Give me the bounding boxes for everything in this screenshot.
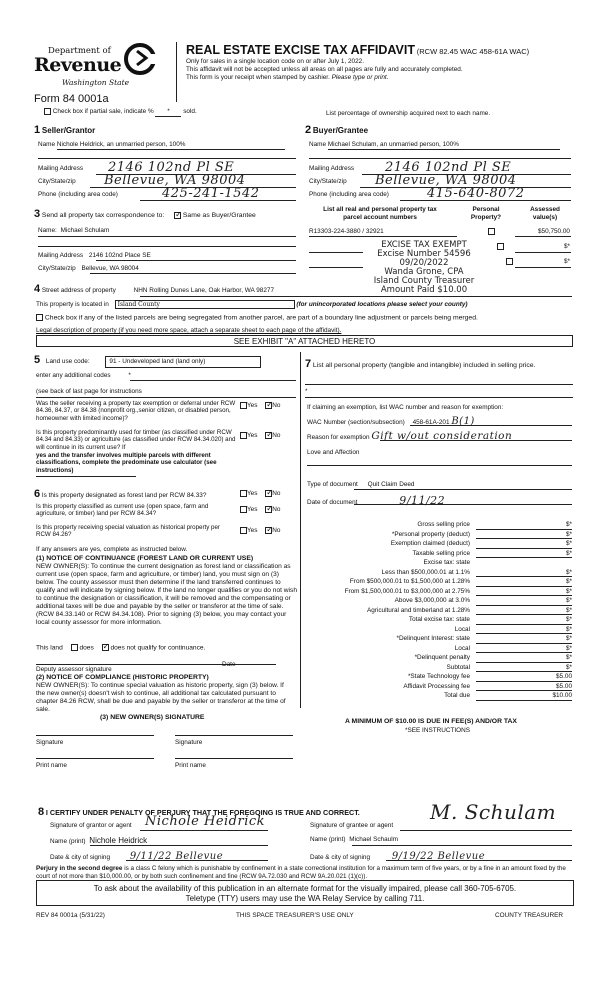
sec3-city[interactable]: Bellevue, WA 98004	[81, 265, 139, 272]
doc-date-value[interactable]: 9/11/22	[399, 494, 446, 507]
partial-sale-row	[44, 108, 197, 117]
form-title	[186, 43, 529, 58]
list-pct-note: List percentage of ownership acquired next to each name.	[326, 110, 491, 117]
sec6-q1-no-label: No	[272, 490, 281, 498]
buyer-name[interactable]: Michael Schulam, an unmarried person, 100%	[328, 141, 560, 150]
wac-row	[307, 416, 475, 428]
q1-yes-checkbox[interactable]	[240, 402, 247, 409]
buyer-phone-label: Phone (including area code)	[309, 191, 389, 198]
stamp-line5: Island County Treasurer	[373, 275, 475, 286]
stamp-line6: Amount Paid $10.00	[380, 284, 468, 295]
tax-row-label: From $500,000.01 to $1,500,000 at 1.28%	[349, 578, 470, 585]
county-treasurer: COUNTY TREASURER	[495, 912, 563, 919]
tax-row-label: Total due	[444, 692, 470, 699]
assessed-value-3[interactable]: $*	[563, 258, 570, 265]
sec6-q3-no-label: No	[272, 527, 281, 535]
q2-yes-label: Yes	[247, 432, 258, 440]
grantor-date-row	[50, 851, 223, 863]
street-address[interactable]: NHN Rolling Dunes Lane, Oak Harbor, WA 98277	[133, 287, 275, 294]
sec3-name-label: Name:	[38, 227, 57, 234]
sec3-title: Send all property tax correspondence to:	[41, 212, 165, 219]
alt-format-text: To ask about the availability of this publication in an alternate format for the visually impaired, please call 360-705-6705. Teletype (TTY) users may use the WA Relay Service by calling 711.	[93, 884, 517, 903]
dept-label: Department of	[48, 46, 111, 56]
deputy-date-label: Date	[222, 661, 236, 668]
grantor-signature[interactable]: Nichole Heidrick	[145, 814, 266, 829]
buyer-phone[interactable]: 415-640-8072	[427, 186, 525, 201]
land-use-row	[34, 354, 261, 368]
doc-date-row	[307, 494, 445, 507]
same-as-buyer-checkbox[interactable]	[174, 212, 181, 219]
q1-no-checkbox[interactable]	[265, 402, 272, 409]
personal-header-2: Property?	[470, 213, 502, 221]
sec6-q2-answers	[240, 506, 280, 514]
sec3-city-label: City/State/zip	[38, 265, 76, 272]
grantor-date-label: Date & city of signing	[50, 854, 111, 861]
buyer-num: 2	[305, 124, 312, 136]
seller-heading	[34, 124, 95, 137]
continuance-row	[36, 644, 205, 652]
deputy-assessor-label: Deputy assessor signature	[36, 666, 112, 673]
buyer-mailing-label: Mailing Address	[309, 165, 355, 172]
seller-mailing[interactable]: 2146 102nd Pl SE	[108, 160, 235, 175]
sec5-num: 5	[34, 354, 41, 366]
parcel-1[interactable]: R13303-224-3880 / 32921	[309, 228, 384, 235]
this-land-label: This land	[36, 644, 63, 652]
buyer-mailing[interactable]: 2146 102nd Pl SE	[385, 160, 512, 175]
sec6-q3-yes-label: Yes	[247, 527, 258, 535]
personal-property-checkbox-1[interactable]	[488, 228, 495, 235]
seller-phone-label: Phone (including area code)	[38, 191, 118, 198]
personal-property-checkbox-2[interactable]	[497, 243, 504, 250]
tax-row-label: Above $3,000,000 at 3.0%	[394, 597, 470, 604]
q1-no-label: No	[272, 402, 281, 410]
q2-yes-checkbox[interactable]	[240, 432, 247, 439]
wac-value[interactable]: 458-61A-201	[412, 419, 450, 426]
tax-row-value[interactable]: $*	[476, 635, 572, 644]
tax-row-label: Local	[454, 625, 470, 633]
assessed-header-2: value(s)	[532, 213, 558, 221]
tax-row-label: *Delinquent penalty	[414, 654, 470, 661]
seller-phone[interactable]: 425-241-1542	[162, 186, 260, 201]
header-note2: This affidavit will not be accepted unless all areas on all pages are fully and accurately completed.	[186, 66, 463, 73]
tax-row-label: Affidavit Processing fee	[403, 682, 470, 690]
tax-row-value[interactable]: $*	[476, 616, 572, 625]
grantee-name-row	[310, 836, 398, 844]
assessed-header-1: Assessed	[530, 206, 560, 213]
tax-row-value[interactable]: $*	[476, 645, 572, 654]
does-not-qualify-checkbox[interactable]	[102, 644, 109, 651]
grantor-name-label: Name (print)	[50, 838, 86, 845]
title-text: REAL ESTATE EXCISE TAX AFFIDAVIT	[186, 43, 415, 57]
tax-row-value[interactable]: $*	[476, 607, 572, 616]
parcel-header-1: List all real and personal property tax	[323, 206, 437, 213]
sec6-num: 6	[34, 488, 41, 500]
notice1-body: NEW OWNER(S): To continue the current designation as forest land or classification as current use (open space, farm and agriculture, or timber) land, you must sign on (3) below. The county assessor must then determine if the land transferred continues to qualify and will indicate by signing below. If the land no longer qualifies or you do not wish to continue the designation or classification, it will be removed and the compensating or additional taxes will be due and payable by the seller or transferor at the time of sale. (RCW 84.33.140 or RCW 84.34.108). Prior to signing (3) below, you may contact your local county assessor for more information.	[36, 563, 297, 627]
form-number: Form 84 0001a	[34, 93, 109, 105]
sec6-q2-text: Is this property classified as current use (open space, farm and agriculture, or timber) land per RCW 84.34?	[36, 503, 209, 518]
q2b-text: yes and the transfer involves multiple parcels with different classifications, complete the predominate use calculator (see instructions)	[36, 452, 217, 474]
certify-text: I CERTIFY UNDER PENALTY OF PERJURY THAT THE FOREGOING IS TRUE AND CORRECT.	[45, 808, 360, 817]
sec3-num: 3	[34, 208, 41, 220]
perjury-notice	[36, 865, 574, 880]
county-select[interactable]: Island County	[115, 300, 295, 309]
exemption-claim: If claiming an exemption, list WAC number and reason for exemption:	[307, 404, 504, 411]
personal-header	[466, 206, 506, 221]
sec7-row	[305, 358, 573, 371]
sec6-q2-no-label: No	[272, 506, 281, 514]
owner-signature-label-2: Signature	[175, 739, 203, 746]
grantee-date-row	[310, 851, 485, 863]
segregated-checkbox[interactable]	[36, 314, 43, 321]
grantee-name-label: Name (print)	[310, 836, 346, 843]
grantee-signature[interactable]: M. Schulam	[430, 800, 557, 824]
does-label: does	[79, 644, 94, 652]
tax-row-label: Subtotal	[446, 663, 470, 671]
owner-signature-label-1: Signature	[36, 739, 64, 746]
seller-name[interactable]: Nichole Heldrick, an unmarried person, 100%	[57, 141, 285, 150]
sec8-num: 8	[38, 806, 45, 818]
tax-row-value[interactable]: $*	[476, 531, 572, 540]
located-label: This property is located in	[36, 301, 109, 308]
street-address-label: Street address of property	[41, 287, 116, 294]
wac-handwritten[interactable]: B(1)	[451, 416, 475, 427]
assessed-value-2[interactable]: $*	[563, 243, 570, 250]
located-row	[36, 300, 468, 309]
sec6-q1-no-checkbox[interactable]	[265, 490, 272, 497]
perjury-text: is a class C felony which is punishable by confinement in a state correctional institution for a maximum term of five years, or by a fine in an amount fixed by the court of not more than $10,000.00, or by both such confinement and fine (RCW 9A.72.030 and RCW 9A.20.021 (1)(c)).	[36, 865, 566, 880]
owner-print-label-2: Print name	[175, 762, 206, 769]
doc-date-label: Date of document	[307, 499, 358, 506]
sec6-q1-text: Is this property designated as forest land per RCW 84.33?	[41, 492, 207, 499]
seller-city[interactable]: Bellevue, WA 98004	[104, 173, 246, 188]
land-use-label: Land use code:	[45, 358, 90, 365]
stamp-line1: EXCISE TAX EXEMPT	[381, 240, 467, 250]
tax-row-value[interactable]: $10.00	[476, 692, 572, 701]
same-as-buyer-label: Same as Buyer/Grantee	[182, 212, 256, 219]
sec7-text: List all personal property (tangible and intangible) included in selling price.	[312, 362, 536, 369]
legal-label: Legal description of property (if you need more space, attach a separate sheet to each page of the affidavit).	[36, 327, 342, 334]
notice3-title: (3) NEW OWNER(S) SIGNATURE	[100, 714, 205, 721]
tax-row-value[interactable]: $5.00	[476, 673, 572, 682]
q1-answers	[240, 402, 280, 410]
unincorporated-note: (for unincorporated locations please select your county)	[296, 301, 468, 308]
sec6-q3-answers	[240, 527, 280, 535]
tax-row-value[interactable]: $*	[476, 569, 572, 578]
seller-title: Seller/Grantor	[41, 126, 96, 135]
sec6-q3-yes-checkbox[interactable]	[240, 527, 247, 534]
love-affection: Love and Affection	[307, 449, 360, 456]
title-code: (RCW 82.45 WAC 458-61A WAC)	[416, 47, 530, 56]
grantee-date-label: Date & city of signing	[310, 854, 371, 861]
assessed-value-1[interactable]: $50,750.00	[538, 228, 570, 235]
sec6-q2-no-checkbox[interactable]	[265, 506, 272, 513]
buyer-name-row	[309, 141, 571, 150]
header-note3	[186, 74, 388, 82]
doc-type-label: Type of document	[307, 481, 358, 488]
reason-handwritten[interactable]: Gift w/out consideration	[371, 430, 513, 442]
dor-logo	[34, 42, 164, 94]
sec6-q1-answers	[240, 490, 280, 498]
seller-city-label: City/State/zip	[38, 178, 76, 185]
partial-sale-pct[interactable]: *	[155, 108, 181, 117]
sec3-mailing-label: Mailing Address	[38, 252, 84, 259]
perjury-bold: Perjury in the second degree	[36, 865, 123, 872]
parcel-header-2: parcel account numbers	[343, 213, 417, 221]
land-use-select[interactable]: 91 - Undeveloped land (land only)	[105, 356, 261, 368]
sec3-city-row	[38, 265, 296, 273]
personal-header-1: Personal	[472, 206, 500, 213]
notice2-title: (2) NOTICE OF COMPLIANCE (HISTORIC PROPERTY)	[36, 674, 209, 681]
grantor-date[interactable]: 9/11/22 Bellevue	[129, 851, 224, 862]
tax-row-value[interactable]: $*	[476, 550, 572, 559]
sec6-q2-yes-checkbox[interactable]	[240, 506, 247, 513]
parcel-header	[305, 206, 455, 221]
sec4-num: 4	[34, 283, 41, 295]
notice1-title: (1) NOTICE OF CONTINUANCE (FOREST LAND OR CURRENT USE)	[36, 555, 254, 562]
tax-row-label: Total excise tax: state	[408, 616, 470, 623]
grantee-signature-label: Signature of grantee or agent	[310, 822, 394, 829]
buyer-title: Buyer/Grantee	[312, 126, 369, 135]
sec3-mailing[interactable]: 2146 102nd Place SE	[88, 252, 151, 259]
buyer-city-label: City/State/zip	[309, 178, 347, 185]
tax-row-value[interactable]: $*	[476, 540, 572, 549]
state-label: Washington State	[62, 78, 130, 87]
partial-sale-checkbox[interactable]	[44, 108, 51, 115]
sec6-q3-text: Is this property receiving special valuation as historical property per RCW 84.26?	[36, 524, 220, 539]
assessed-header	[520, 206, 570, 221]
grantor-signature-label: Signature of grantor or agent	[50, 822, 132, 829]
sold-label: sold.	[183, 108, 197, 116]
tax-row-label: Exemption claimed (deduct)	[390, 540, 470, 547]
sec4-address-row	[34, 283, 574, 296]
tax-row-value[interactable]: $*	[476, 521, 572, 530]
buyer-name-label: Name	[309, 141, 327, 148]
see-instructions: *SEE INSTRUCTIONS	[405, 727, 470, 734]
tax-row-value[interactable]: $*	[476, 664, 572, 673]
segregated-row	[36, 314, 478, 322]
doc-type-row	[307, 481, 414, 489]
grantor-name[interactable]: Nichole Heidrick	[89, 836, 148, 845]
tax-row-value[interactable]: $*	[476, 626, 572, 635]
seller-mailing-label: Mailing Address	[38, 165, 84, 172]
stamp-line2: Excise Number 54596	[377, 248, 471, 259]
seller-name-row	[38, 141, 296, 150]
tax-row-value[interactable]: $*	[476, 597, 572, 606]
tax-row-label: *Personal property (deduct)	[391, 530, 470, 538]
minimum-due: A MINIMUM OF $10.00 IS DUE IN FEE(S) AND/OR TAX	[345, 718, 517, 725]
does-not-label: does not qualify for continuance.	[110, 644, 206, 652]
q1-yes-label: Yes	[247, 402, 258, 410]
sec7-num: 7	[305, 358, 312, 370]
q1-text: Was the seller receiving a property tax exemption or deferral under RCW 84.36, 84.37, or 84.38 (nonprofit org.,senior citizen, or disabled person, homeowner with limited income)?	[36, 400, 236, 422]
notice2-body: NEW OWNER(S): To continue special valuation as historic property, sign (3) below. If the new owner(s) doesn't wish to continue, all additional tax calculated pursuant to chapter 84.26 RCW, shall be due and payable by the seller or transferor at the time of sale.	[36, 682, 286, 714]
q2-no-label: No	[272, 432, 281, 440]
stamp-line3: 09/20/2022	[399, 257, 449, 268]
seller-num: 1	[34, 124, 41, 136]
tax-row-label: Gross selling price	[417, 521, 470, 528]
legal-description-box[interactable]	[36, 335, 573, 347]
tax-row-value[interactable]: $*	[476, 654, 572, 663]
sec6-q3-no-checkbox[interactable]	[265, 527, 272, 534]
buyer-city[interactable]: Bellevue, WA 98004	[375, 173, 517, 188]
sec7-star[interactable]: *	[305, 388, 308, 395]
sec6-q1	[34, 488, 240, 501]
tax-row-label: *Delinquent Interest: state	[396, 635, 470, 642]
does-qualify-checkbox[interactable]	[71, 644, 78, 651]
wa-logo-icon	[124, 42, 156, 76]
owner-print-label-1: Print name	[36, 762, 67, 769]
treasurer-only: THIS SPACE TREASURER'S USE ONLY	[236, 912, 354, 919]
tax-row-label: Agricultural and timberland at 1.28%	[366, 606, 470, 614]
tax-row-label: *State Technology fee	[407, 673, 470, 680]
header-note3b: Please type or print.	[331, 74, 389, 81]
sec3-name-row	[38, 227, 296, 235]
tax-row-label: Excise tax: state	[423, 559, 470, 566]
wac-label: WAC Number (section/subsection)	[307, 419, 405, 426]
additional-codes-row	[36, 372, 131, 380]
additional-codes-label: enter any additional codes	[36, 372, 111, 379]
seller-name-label: Name	[38, 141, 56, 148]
tax-row-label: Less than $500,000.01 at 1.1%	[381, 568, 470, 576]
personal-property-checkbox-3[interactable]	[506, 258, 513, 265]
sec6-q2-yes-label: Yes	[247, 506, 258, 514]
sec6-q1-yes-checkbox[interactable]	[240, 490, 247, 497]
header-note3-text: This form is your receipt when stamped by cashier.	[186, 74, 330, 81]
sec6-q1-yes-label: Yes	[247, 490, 258, 498]
tax-row-label: Local	[454, 644, 470, 652]
segregated-label: Check box if any of the listed parcels are being segregated from another parcel, are part of a boundary line adjustment or parcels being merged.	[44, 314, 478, 322]
rev-label: REV 84 0001a (5/31/22)	[36, 912, 105, 919]
header-note1: Only for sales in a single location code on or after July 1, 2022.	[186, 58, 364, 65]
grantee-date[interactable]: 9/19/22 Bellevue	[391, 851, 486, 862]
exhibit-text: SEE EXHIBIT "A" ATTACHED HERETO	[233, 337, 376, 346]
doc-type-value[interactable]: Quit Claim Deed	[367, 481, 415, 488]
partial-sale-label: Check box if partial sale, indicate %	[52, 108, 154, 116]
tax-row-value[interactable]: $*	[476, 578, 572, 587]
tax-row-value[interactable]: $5.00	[476, 683, 572, 692]
sec3-mailing-row	[38, 252, 296, 260]
additional-codes[interactable]: *	[128, 372, 131, 379]
see-back-note: (see back of last page for instructions	[36, 388, 142, 395]
grantee-name[interactable]: Michael Schaulm	[349, 836, 398, 843]
tax-row-label: From $1,500,000.01 to $3,000,000 at 2.75%	[344, 587, 470, 595]
buyer-heading	[305, 124, 368, 137]
q2-text: Is this property predominantly used for timber (as classified under RCW 84.34 and 84.33) or agriculture (as classified under RCW 84.34.020) and will continue in its current use? If	[36, 429, 236, 451]
sec3-name[interactable]: Michael Schulam	[60, 227, 110, 234]
sec3-heading	[34, 208, 256, 221]
if-any-yes: If any answers are yes, complete as instructed below.	[36, 546, 188, 553]
alt-format-box	[36, 880, 574, 906]
q2-answers	[240, 432, 280, 440]
tax-row-value[interactable]: $*	[476, 588, 572, 597]
q2-no-checkbox[interactable]	[265, 432, 272, 439]
tax-row-label: Taxable selling price	[412, 549, 470, 557]
stamp-line4: Wanda Grone, CPA	[384, 266, 464, 277]
revenue-label: Revenue	[34, 54, 122, 76]
reason-label: Reason for exemption	[307, 434, 370, 441]
